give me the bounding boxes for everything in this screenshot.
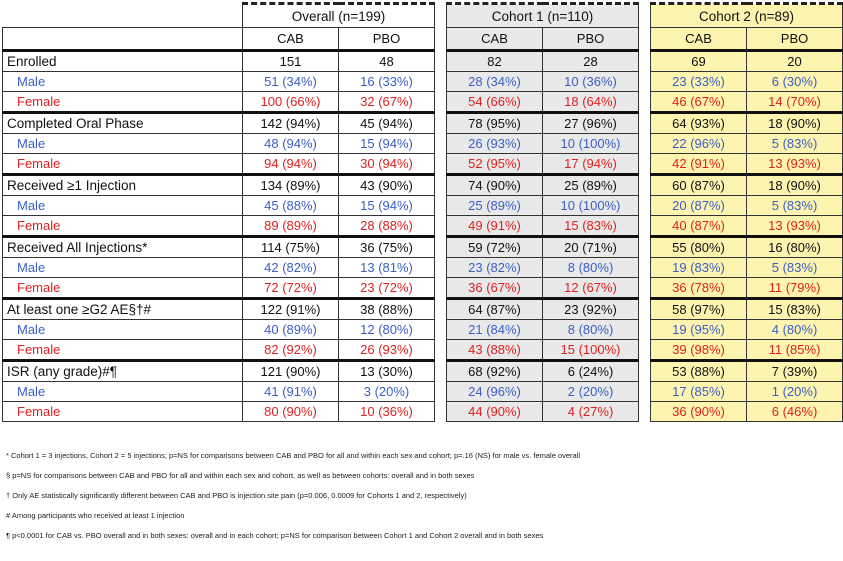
cohort1-pbo-value: 12 (67%)	[543, 278, 639, 299]
cohort2-cab-value: 22 (96%)	[651, 134, 747, 154]
cohort2-pbo-value: 18 (90%)	[747, 175, 843, 196]
column-gap	[639, 154, 651, 175]
cohort2-pbo-value: 5 (83%)	[747, 134, 843, 154]
column-gap	[435, 402, 447, 422]
cohort2-pbo-value: 16 (80%)	[747, 237, 843, 258]
column-gap	[639, 196, 651, 216]
cohort1-cab-value: 26 (93%)	[447, 134, 543, 154]
column-gap	[639, 278, 651, 299]
row-label: Male	[3, 196, 243, 216]
cohort2-pbo-value: 11 (85%)	[747, 340, 843, 361]
arm-header-row	[3, 28, 843, 51]
cohort1-cab-value: 82	[447, 51, 543, 72]
column-gap	[639, 361, 651, 382]
category-row	[3, 51, 843, 72]
overall-pbo-value: 45 (94%)	[339, 113, 435, 134]
column-gap	[435, 216, 447, 237]
cohort2-cab-value: 19 (83%)	[651, 258, 747, 278]
column-gap	[639, 340, 651, 361]
cohort2-pbo-value: 15 (83%)	[747, 299, 843, 320]
overall-cab-value: 45 (88%)	[243, 196, 339, 216]
cohort1-pbo-value: 27 (96%)	[543, 113, 639, 134]
column-gap	[639, 134, 651, 154]
column-gap	[435, 278, 447, 299]
cohort2-cab-value: 69	[651, 51, 747, 72]
row-label: Female	[3, 402, 243, 422]
row-label: Male	[3, 320, 243, 340]
cohort1-pbo-value: 23 (92%)	[543, 299, 639, 320]
overall-cab-value: 40 (89%)	[243, 320, 339, 340]
cohort1-cab-value: 78 (95%)	[447, 113, 543, 134]
cohort2-cab-value: 39 (98%)	[651, 340, 747, 361]
column-gap	[639, 320, 651, 340]
column-gap	[435, 299, 447, 320]
cohort2-pbo-value: 20	[747, 51, 843, 72]
column-gap	[639, 299, 651, 320]
cohort2-cab-value: 20 (87%)	[651, 196, 747, 216]
group-header-row	[3, 4, 843, 28]
sex-row	[3, 196, 843, 216]
cohort1-cab-value: 28 (34%)	[447, 72, 543, 92]
row-label: Female	[3, 154, 243, 175]
column-gap	[435, 28, 447, 51]
footnote-cohort-injections: * Cohort 1 = 3 injections, Cohort 2 = 5 injections; p=NS for comparisons between CAB and PBO for all and within each sex and cohort; p=.16 (NS) for male vs. female overall	[6, 451, 581, 460]
cohort1-cab-value: 59 (72%)	[447, 237, 543, 258]
overall-cab-header: CAB	[243, 28, 339, 51]
cohort1-cab-value: 44 (90%)	[447, 402, 543, 422]
overall-cab-value: 134 (89%)	[243, 175, 339, 196]
overall-cab-value: 72 (72%)	[243, 278, 339, 299]
column-gap	[435, 237, 447, 258]
cohort2-pbo-header: PBO	[747, 28, 843, 51]
overall-cab-value: 48 (94%)	[243, 134, 339, 154]
overall-cab-value: 121 (90%)	[243, 361, 339, 382]
cohort1-pbo-value: 25 (89%)	[543, 175, 639, 196]
column-gap	[435, 72, 447, 92]
sex-row	[3, 278, 843, 299]
column-gap	[639, 92, 651, 113]
cohort2-pbo-value: 6 (30%)	[747, 72, 843, 92]
overall-cab-value: 100 (66%)	[243, 92, 339, 113]
overall-cab-value: 151	[243, 51, 339, 72]
cohort2-pbo-value: 5 (83%)	[747, 258, 843, 278]
cohort2-cab-value: 64 (93%)	[651, 113, 747, 134]
row-label: Received ≥1 Injection	[3, 175, 243, 196]
column-gap	[639, 72, 651, 92]
overall-cab-value: 80 (90%)	[243, 402, 339, 422]
row-label: Enrolled	[3, 51, 243, 72]
row-label: Female	[3, 340, 243, 361]
column-gap	[435, 258, 447, 278]
row-label: Male	[3, 134, 243, 154]
cohort2-cab-value: 23 (33%)	[651, 72, 747, 92]
cohort2-cab-header: CAB	[651, 28, 747, 51]
cohort1-pbo-value: 15 (83%)	[543, 216, 639, 237]
overall-pbo-value: 16 (33%)	[339, 72, 435, 92]
cohort2-pbo-value: 4 (80%)	[747, 320, 843, 340]
column-gap	[435, 51, 447, 72]
overall-pbo-value: 15 (94%)	[339, 134, 435, 154]
cohort1-cab-value: 49 (91%)	[447, 216, 543, 237]
cohort2-pbo-value: 18 (90%)	[747, 113, 843, 134]
footnote-pilcrow: ¶ p<0.0001 for CAB vs. PBO overall and in both sexes: overall and in each cohort; p=NS for comparison between Cohort 1 and Cohort 2 overall and in both sexes	[6, 531, 544, 540]
overall-pbo-header: PBO	[339, 28, 435, 51]
sex-row	[3, 320, 843, 340]
sex-row	[3, 72, 843, 92]
footnote-hash: # Among participants who received at least 1 injection	[6, 511, 185, 520]
overall-pbo-value: 13 (81%)	[339, 258, 435, 278]
cohort1-pbo-value: 6 (24%)	[543, 361, 639, 382]
results-table	[2, 2, 843, 422]
cohort2-cab-value: 53 (88%)	[651, 361, 747, 382]
sex-row	[3, 134, 843, 154]
cohort1-cab-value: 21 (84%)	[447, 320, 543, 340]
cohort1-cab-value: 24 (96%)	[447, 382, 543, 402]
column-gap	[639, 175, 651, 196]
cohort2-pbo-value: 6 (46%)	[747, 402, 843, 422]
cohort2-pbo-value: 13 (93%)	[747, 216, 843, 237]
column-gap	[435, 175, 447, 196]
cohort2-group-header: Cohort 2 (n=89)	[651, 4, 843, 28]
column-gap	[639, 258, 651, 278]
cohort1-cab-value: 43 (88%)	[447, 340, 543, 361]
overall-cab-value: 94 (94%)	[243, 154, 339, 175]
cohort1-cab-value: 25 (89%)	[447, 196, 543, 216]
cohort1-cab-header: CAB	[447, 28, 543, 51]
cohort1-cab-value: 68 (92%)	[447, 361, 543, 382]
cohort1-cab-value: 52 (95%)	[447, 154, 543, 175]
category-row	[3, 175, 843, 196]
column-gap	[639, 402, 651, 422]
sex-row	[3, 258, 843, 278]
overall-cab-value: 89 (89%)	[243, 216, 339, 237]
overall-pbo-value: 48	[339, 51, 435, 72]
cohort1-pbo-header: PBO	[543, 28, 639, 51]
corner-cell	[3, 4, 243, 28]
column-gap	[639, 4, 651, 28]
sex-row	[3, 154, 843, 175]
sex-row	[3, 340, 843, 361]
row-label: Received All Injections*	[3, 237, 243, 258]
column-gap	[639, 382, 651, 402]
sex-row	[3, 382, 843, 402]
cohort2-pbo-value: 13 (93%)	[747, 154, 843, 175]
overall-group-header: Overall (n=199)	[243, 4, 435, 28]
overall-pbo-value: 3 (20%)	[339, 382, 435, 402]
cohort1-pbo-value: 8 (80%)	[543, 320, 639, 340]
cohort1-pbo-value: 15 (100%)	[543, 340, 639, 361]
overall-cab-value: 114 (75%)	[243, 237, 339, 258]
row-label: Female	[3, 92, 243, 113]
category-row	[3, 113, 843, 134]
overall-cab-value: 142 (94%)	[243, 113, 339, 134]
row-label: At least one ≥G2 AE§†#	[3, 299, 243, 320]
cohort2-pbo-value: 11 (79%)	[747, 278, 843, 299]
cohort2-cab-value: 46 (67%)	[651, 92, 747, 113]
row-label: Male	[3, 72, 243, 92]
cohort2-cab-value: 36 (90%)	[651, 402, 747, 422]
sex-row	[3, 402, 843, 422]
cohort2-cab-value: 55 (80%)	[651, 237, 747, 258]
footnote-section-sign: § p=NS for comparisons between CAB and PBO for all and within each sex and cohort, as well as between cohorts: overall and in both sexes	[6, 471, 475, 480]
column-gap	[639, 113, 651, 134]
overall-pbo-value: 26 (93%)	[339, 340, 435, 361]
column-gap	[639, 51, 651, 72]
row-label: Female	[3, 278, 243, 299]
column-gap	[435, 361, 447, 382]
row-label: Male	[3, 258, 243, 278]
column-gap	[435, 4, 447, 28]
cohort1-pbo-value: 4 (27%)	[543, 402, 639, 422]
column-gap	[639, 28, 651, 51]
cohort2-cab-value: 42 (91%)	[651, 154, 747, 175]
column-gap	[435, 340, 447, 361]
sex-row	[3, 216, 843, 237]
column-gap	[639, 216, 651, 237]
row-label: Male	[3, 382, 243, 402]
overall-cab-value: 41 (91%)	[243, 382, 339, 402]
footnotes	[2, 446, 798, 546]
cohort1-cab-value: 64 (87%)	[447, 299, 543, 320]
arm-header-blank	[3, 28, 243, 51]
cohort1-cab-value: 36 (67%)	[447, 278, 543, 299]
overall-pbo-value: 38 (88%)	[339, 299, 435, 320]
cohort2-pbo-value: 7 (39%)	[747, 361, 843, 382]
column-gap	[639, 237, 651, 258]
category-row	[3, 237, 843, 258]
cohort1-pbo-value: 28	[543, 51, 639, 72]
cohort2-pbo-value: 5 (83%)	[747, 196, 843, 216]
overall-cab-value: 51 (34%)	[243, 72, 339, 92]
row-label: Female	[3, 216, 243, 237]
overall-pbo-value: 12 (80%)	[339, 320, 435, 340]
cohort1-pbo-value: 8 (80%)	[543, 258, 639, 278]
cohort2-cab-value: 36 (78%)	[651, 278, 747, 299]
cohort2-pbo-value: 1 (20%)	[747, 382, 843, 402]
cohort1-pbo-value: 2 (20%)	[543, 382, 639, 402]
cohort2-cab-value: 40 (87%)	[651, 216, 747, 237]
category-row	[3, 299, 843, 320]
overall-pbo-value: 30 (94%)	[339, 154, 435, 175]
column-gap	[435, 320, 447, 340]
cohort1-pbo-value: 10 (100%)	[543, 196, 639, 216]
column-gap	[435, 92, 447, 113]
column-gap	[435, 134, 447, 154]
results-table-body	[3, 51, 843, 422]
row-label: Completed Oral Phase	[3, 113, 243, 134]
cohort1-pbo-value: 10 (36%)	[543, 72, 639, 92]
overall-cab-value: 42 (82%)	[243, 258, 339, 278]
overall-pbo-value: 13 (30%)	[339, 361, 435, 382]
overall-pbo-value: 28 (88%)	[339, 216, 435, 237]
overall-pbo-value: 36 (75%)	[339, 237, 435, 258]
column-gap	[435, 196, 447, 216]
overall-pbo-value: 32 (67%)	[339, 92, 435, 113]
cohort1-pbo-value: 17 (94%)	[543, 154, 639, 175]
cohort1-pbo-value: 20 (71%)	[543, 237, 639, 258]
cohort2-cab-value: 58 (97%)	[651, 299, 747, 320]
cohort1-cab-value: 54 (66%)	[447, 92, 543, 113]
cohort1-cab-value: 74 (90%)	[447, 175, 543, 196]
column-gap	[435, 382, 447, 402]
cohort2-cab-value: 17 (85%)	[651, 382, 747, 402]
row-label: ISR (any grade)#¶	[3, 361, 243, 382]
footnote-dagger: † Only AE statistically significantly different between CAB and PBO is injection site pain (p=0.006, 0.0009 for Cohorts 1 and 2, respectively)	[6, 491, 467, 500]
category-row	[3, 361, 843, 382]
overall-pbo-value: 15 (94%)	[339, 196, 435, 216]
overall-pbo-value: 10 (36%)	[339, 402, 435, 422]
overall-pbo-value: 43 (90%)	[339, 175, 435, 196]
results-table-container	[2, 2, 821, 422]
cohort1-cab-value: 23 (82%)	[447, 258, 543, 278]
sex-row	[3, 92, 843, 113]
cohort1-pbo-value: 10 (100%)	[543, 134, 639, 154]
overall-cab-value: 82 (92%)	[243, 340, 339, 361]
cohort2-cab-value: 60 (87%)	[651, 175, 747, 196]
cohort2-cab-value: 19 (95%)	[651, 320, 747, 340]
column-gap	[435, 154, 447, 175]
cohort2-pbo-value: 14 (70%)	[747, 92, 843, 113]
overall-pbo-value: 23 (72%)	[339, 278, 435, 299]
column-gap	[435, 113, 447, 134]
overall-cab-value: 122 (91%)	[243, 299, 339, 320]
cohort1-pbo-value: 18 (64%)	[543, 92, 639, 113]
cohort1-group-header: Cohort 1 (n=110)	[447, 4, 639, 28]
